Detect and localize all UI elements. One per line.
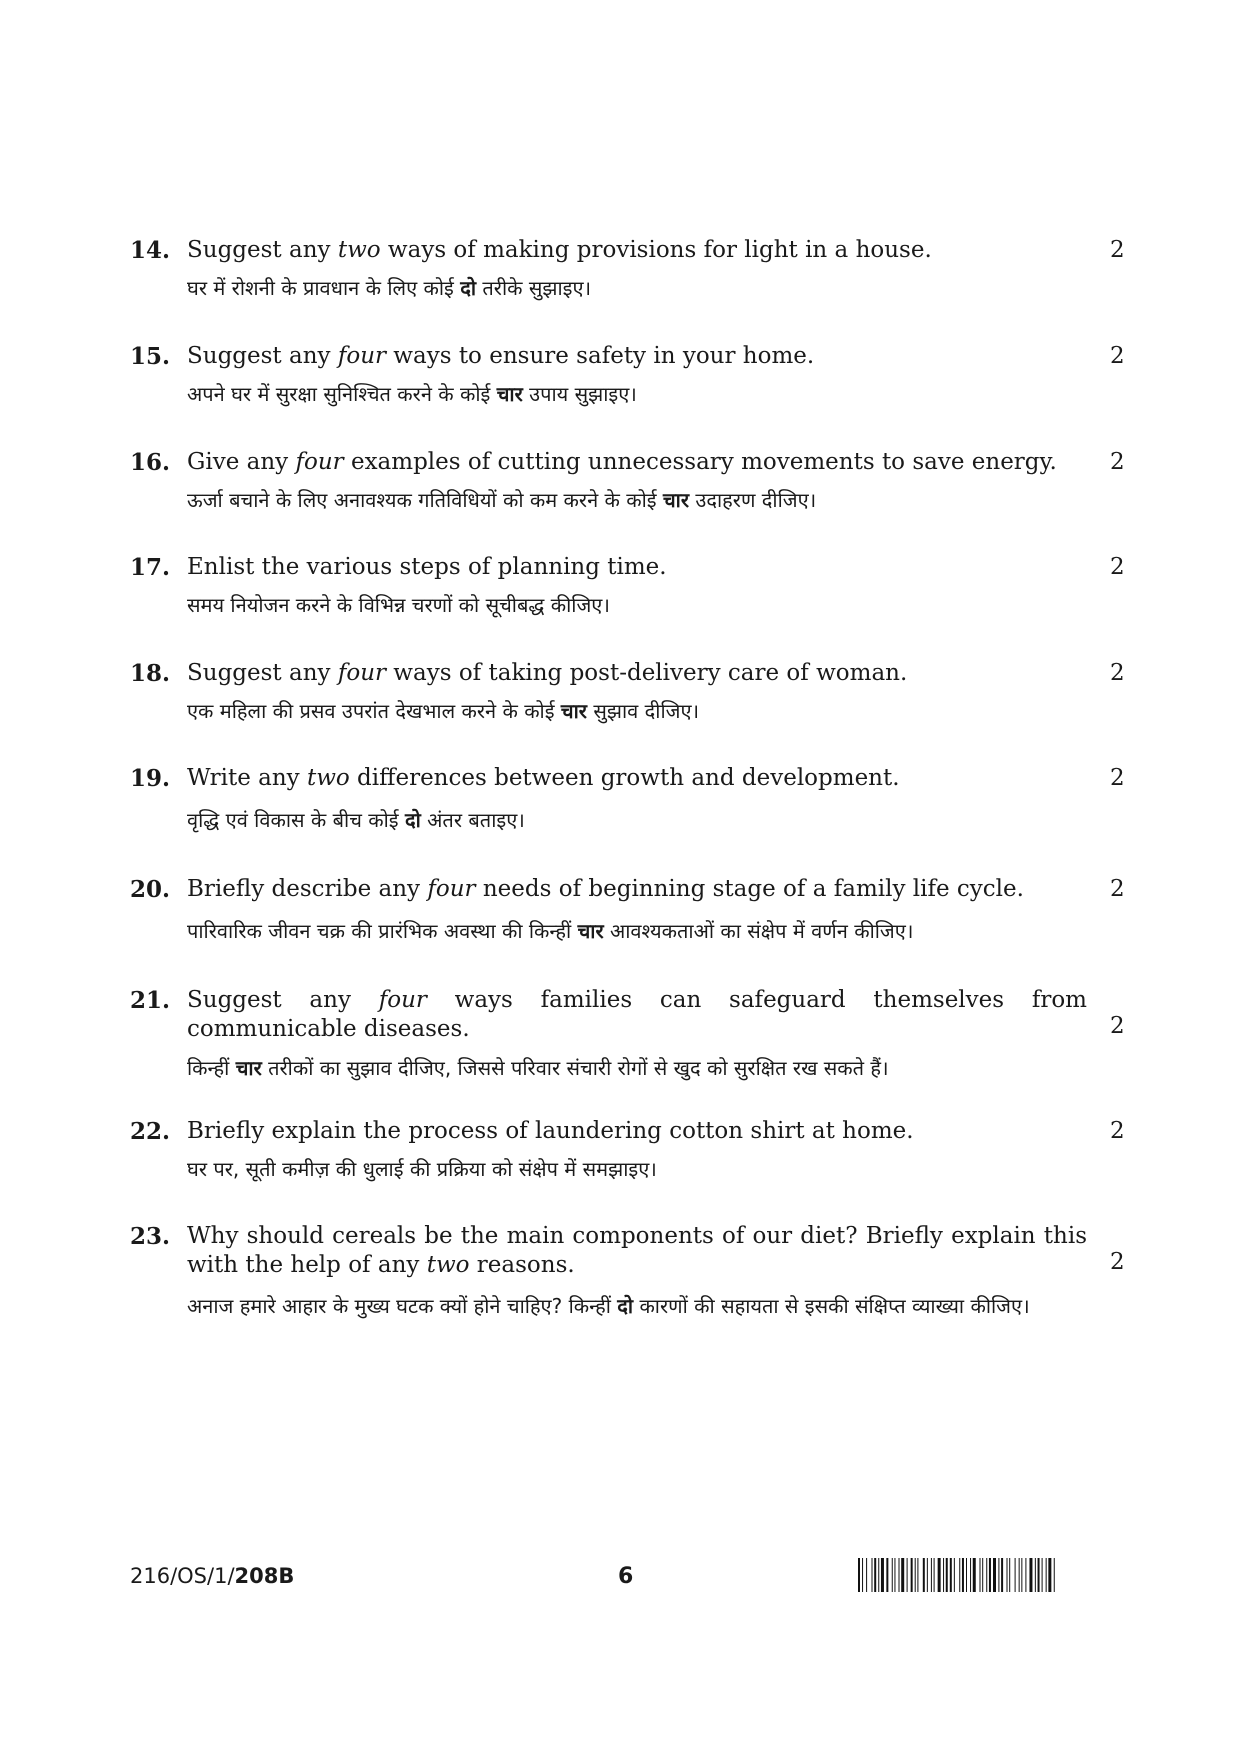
barcode-bar: [878, 1558, 879, 1592]
question-text-english: Suggest any two ways of making provisions for light in a house.: [187, 237, 932, 263]
question-text-english: Enlist the various steps of planning time.: [187, 554, 667, 580]
barcode-bar: [894, 1558, 895, 1592]
question-text-hindi: वृद्धि एवं विकास के बीच कोई दो अंतर बताइए।: [187, 808, 525, 832]
barcode-bar: [858, 1558, 860, 1592]
barcode-bar: [1021, 1558, 1022, 1592]
barcode-bar: [911, 1558, 913, 1592]
question-text-hindi: समय नियोजन करने के विभिन्न चरणों को सूचीबद्ध कीजिए।: [187, 593, 610, 617]
barcode-bar: [1035, 1558, 1036, 1592]
question-number: 14.: [130, 237, 171, 264]
barcode-bar: [931, 1558, 932, 1592]
barcode-bar: [954, 1558, 955, 1592]
barcode-bar: [966, 1558, 967, 1592]
barcode-bar: [1054, 1558, 1055, 1592]
question-number: 16.: [130, 449, 171, 476]
question-text-hindi: ऊर्जा बचाने के लिए अनावश्यक गतिविधियों को कम करने के कोई चार उदाहरण दीजिए।: [187, 488, 817, 512]
barcode-bar: [938, 1558, 941, 1592]
barcode-bar: [927, 1558, 928, 1592]
barcode-bar: [917, 1558, 918, 1592]
question-marks: 2: [1110, 660, 1125, 686]
barcode-bar: [998, 1558, 999, 1592]
barcode-bar: [989, 1558, 991, 1592]
question-number: 17.: [130, 554, 171, 581]
question-text-hindi: किन्हीं चार तरीकों का सुझाव दीजिए, जिससे परिवार संचारी रोगों से खुद को सुरक्षित रख सकते हैं।: [187, 1056, 889, 1080]
barcode-bar: [886, 1558, 888, 1592]
barcode-bar: [986, 1558, 987, 1592]
barcode-bar: [1007, 1558, 1008, 1592]
question-number: 19.: [130, 765, 171, 792]
barcode-bar: [1042, 1558, 1043, 1592]
barcode-bar: [1029, 1558, 1032, 1592]
question-text-english: Write any two differences between growth and development.: [187, 765, 900, 791]
barcode-bar: [881, 1558, 884, 1592]
question-text-english: Give any four examples of cutting unnecessary movements to save energy.: [187, 449, 1057, 475]
question-number: 18.: [130, 660, 171, 687]
question-text-english: Suggest any four ways to ensure safety in your home.: [187, 343, 815, 369]
question-text-hindi: अपने घर में सुरक्षा सुनिश्चित करने के कोई चार उपाय सुझाइए।: [187, 382, 637, 406]
barcode-bar: [959, 1558, 960, 1592]
page-number: 6: [618, 1564, 634, 1589]
barcode-bar: [946, 1558, 948, 1592]
barcode-bar: [862, 1558, 863, 1592]
barcode-bar: [923, 1558, 925, 1592]
barcode-bar: [993, 1558, 996, 1592]
barcode-bar: [874, 1558, 876, 1592]
barcode-bar: [1019, 1558, 1020, 1592]
barcode-bar: [1025, 1558, 1026, 1592]
barcode-bar: [901, 1558, 904, 1592]
question-number: 23.: [130, 1223, 171, 1250]
question-text-english: Briefly explain the process of laundering cotton shirt at home.: [187, 1118, 914, 1144]
question-text-english: Suggest any four ways families can safeguard themselves from communicable diseases.: [187, 987, 1087, 1042]
question-text-hindi: घर पर, सूती कमीज़ की धुलाई की प्रक्रिया को संक्षेप में समझाइए।: [187, 1157, 657, 1181]
question-number: 21.: [130, 987, 171, 1014]
barcode-bar: [950, 1558, 952, 1592]
question-text-english: Why should cereals be the main components of our diet? Briefly explain this with the help of any two reasons.: [187, 1223, 1087, 1278]
barcode-bar: [982, 1558, 983, 1592]
question-marks: 2: [1110, 449, 1125, 475]
question-marks: 2: [1110, 554, 1125, 580]
barcode-bar: [872, 1558, 873, 1592]
question-text-english: Suggest any four ways of taking post-delivery care of woman.: [187, 660, 908, 686]
paper-code: 216/OS/1/208B: [130, 1564, 295, 1588]
barcode-bar: [962, 1558, 964, 1592]
barcode-bar: [970, 1558, 971, 1592]
barcode-bar: [980, 1558, 981, 1592]
barcode-bar: [1001, 1558, 1003, 1592]
question-number: 20.: [130, 876, 171, 903]
question-marks: 2: [1110, 1249, 1125, 1275]
barcode-bar: [1015, 1558, 1016, 1592]
question-marks: 2: [1110, 1013, 1125, 1039]
barcode-bar: [866, 1558, 867, 1592]
question-text-hindi: एक महिला की प्रसव उपरांत देखभाल करने के कोई चार सुझाव दीजिए।: [187, 699, 700, 723]
question-text-english: Briefly describe any four needs of beginning stage of a family life cycle.: [187, 876, 1024, 902]
barcode-bar: [934, 1558, 935, 1592]
question-marks: 2: [1110, 237, 1125, 263]
barcode-bar: [1046, 1558, 1047, 1592]
question-text-hindi: घर में रोशनी के प्रावधान के लिए कोई दो तरीके सुझाइए।: [187, 276, 592, 300]
barcode-bar: [973, 1558, 976, 1592]
barcode-bar: [1048, 1558, 1051, 1592]
barcode-bar: [943, 1558, 944, 1592]
barcode-bar: [915, 1558, 916, 1592]
barcode-bar: [899, 1558, 900, 1592]
question-marks: 2: [1110, 876, 1125, 902]
barcode-bar: [907, 1558, 908, 1592]
barcode-image: [858, 1558, 1126, 1592]
question-number: 15.: [130, 343, 171, 370]
question-text-hindi: पारिवारिक जीवन चक्र की प्रारंभिक अवस्था की किन्हीं चार आवश्यकताओं का संक्षेप में वर्णन कीजिए।: [187, 919, 914, 943]
barcode-bar: [892, 1558, 893, 1592]
barcode-bar: [1038, 1558, 1040, 1592]
question-marks: 2: [1110, 343, 1125, 369]
barcode-bar: [1009, 1558, 1010, 1592]
question-marks: 2: [1110, 765, 1125, 791]
question-marks: 2: [1110, 1118, 1125, 1144]
question-text-hindi: अनाज हमारे आहार के मुख्य घटक क्यों होने चाहिए? किन्हीं दो कारणों की सहायता से इसकी संक्षिप्त व्याख्या कीजिए।: [187, 1294, 1030, 1318]
question-number: 22.: [130, 1118, 171, 1145]
